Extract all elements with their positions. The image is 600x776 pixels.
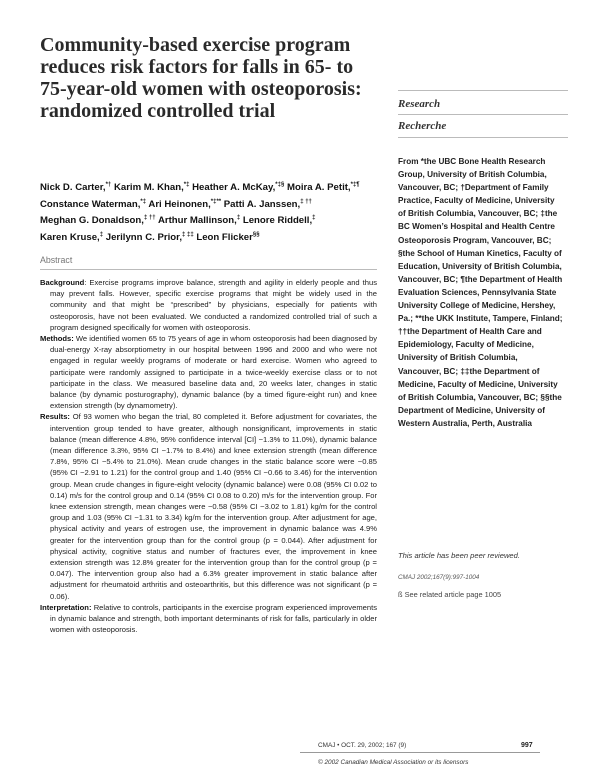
author-affiliation-marks: ‡ †† (143, 215, 156, 221)
author-name: Arthur Mallinson,‡ (157, 215, 241, 226)
author-affiliation-marks: ‡ (312, 215, 316, 221)
results-text: Of 93 women who began the trial, 80 completed it. Before adjustment for covariates, the intervention group tended to have greater, although nonsignificant, improvements in static balance (mean difference 4.8%, 95% confidence interval [CI] −1.3% to 11.0%), dynamic balance (mean difference 3.3%, 95% CI −1.7% to 8.4%) and knee extension strength (mean difference 7.8%, 95% CI −5.4% to 21.0%). Mean crude changes in the static balance score were −0.85 (95% CI −2.91 to 1.21) for the control group and 1.40 (95% CI −0.66 to 3.46) for the intervention group. Mean crude changes in figure-eight velocity (dynamic balance) were 0.08 (95% CI 0.02 to 0.14) m/s for the control group and 0.14 (95% CI 0.08 to 0.20) m/s for the intervention group. For knee extension strength, mean changes were −0.58 (95% CI −3.02 to 1.81) kg/m for the control group and 1.03 (95% CI −1.31 to 3.34) kg/m for the intervention group. After adjustment for age, physical activity and years of estrogen use, the improvement in dynamic balance was 4.9% greater for the intervention group than for the control group (p = 0.044). After adjustment for physical activity, cognitive status and number of fractures ever, the improvement in knee extension strength was 12.8% greater for the intervention group than for the control group (p = 0.047). The intervention group also had a 6.3% greater improvement in static balance after adjustment for rheumatoid arthritis and osteoarthritis, but this difference was not significant (p = 0.06). (50, 412, 377, 601)
interpretation-text: Relative to controls, participants in the exercise program experienced improvements in dynamic balance and strength, both important determinants of risk for falls, particularly in older women with osteoporosis. (50, 602, 377, 635)
author-affiliation-marks: ‡ (236, 215, 241, 221)
author-affiliation-marks: *‡§ (275, 182, 285, 188)
author-affiliation-marks: *‡ (140, 198, 147, 205)
copyright-line: © 2002 Canadian Medical Association or its licensors (318, 759, 469, 766)
author-affiliation-marks: *† (105, 182, 112, 188)
author-affiliation-marks: ‡ (99, 231, 104, 238)
sidebar-middle-rule (398, 114, 568, 115)
abstract-methods (40, 333, 377, 411)
footer-rule (300, 752, 540, 753)
author-name: Jerilynn C. Prior,‡ ‡‡ (105, 231, 194, 243)
background-heading: Background (40, 278, 85, 287)
author-name: Leon Flicker§§ (196, 231, 260, 243)
sidebar-top-rule (398, 90, 568, 91)
page-number: 997 (521, 742, 533, 749)
background-text: : Exercise programs improve balance, strength and agility in elderly people and thus may prevent falls. However, specific exercise programs that might be widely used in the community and that might be “prescribed” by physicians, especially for patients with osteoporosis, have not been evaluated. We conducted a randomized controlled trial of such a program designed specifically for women with osteoporosis. (50, 278, 377, 332)
section-label-recherche: Recherche (398, 120, 447, 132)
author-affiliation-marks: *‡** (210, 198, 222, 205)
author-name: Moira A. Petit,*‡¶ (286, 182, 360, 193)
related-article-link[interactable]: ß See related article page 1005 (398, 590, 502, 599)
results-heading: Results: (40, 412, 70, 422)
author-name: Karim M. Khan,*‡ (113, 182, 190, 193)
author-affiliation-marks: *‡¶ (350, 182, 360, 188)
author-name: Meghan G. Donaldson,‡ †† (40, 215, 156, 226)
author-name: Lenore Riddell,‡ (242, 215, 316, 226)
author-name: Karen Kruse,‡ (40, 231, 104, 243)
journal-citation-sidebar: CMAJ 2002;167(9):997-1004 (398, 574, 480, 581)
author-name: Nick D. Carter,*† (40, 182, 112, 193)
abstract-label: Abstract (40, 255, 73, 265)
abstract-background (40, 277, 377, 333)
author-affiliation-marks: ‡ †† (300, 198, 312, 205)
sidebar-bottom-rule (398, 137, 568, 138)
article-title: Community-based exercise program reduces risk factors for falls in 65- to 75-year-old women with osteoporosis: randomized controlled trial (40, 34, 362, 122)
author-name: Constance Waterman,*‡ (40, 198, 147, 210)
peer-review-note: This article has been peer reviewed. (398, 551, 520, 560)
section-label-research: Research (398, 98, 441, 110)
footer-journal-citation: CMAJ • OCT. 29, 2002; 167 (9) (318, 742, 407, 749)
abstract-results (40, 411, 377, 601)
author-name: Patti A. Janssen,‡ †† (223, 198, 312, 210)
abstract-divider (40, 269, 377, 270)
author-list (40, 180, 376, 246)
author-name: Heather A. McKay,*‡§ (192, 182, 285, 193)
author-affiliation-marks: ‡ ‡‡ (181, 231, 194, 238)
methods-text: We identified women 65 to 75 years of age in whom osteoporosis had been diagnosed by dual-energy X-ray absorptiometry in our hospital between 1996 and 2000 and who were not engaged in regular weekly programs of moderate or hard exercise. Women who agreed to participate were randomly assigned to participate in a twice-weekly exercise class or to not participate in the class. We measured baseline data and, 20 weeks later, changes in static balance (by dynamic posturography), dynamic balance (by a timed figure-eight run) and knee extension strength (by dynamometry). (50, 334, 377, 411)
author-affiliations: From *the UBC Bone Health Research Group, University of British Columbia, Vancouver, BC; †Department of Family Practice, Faculty of Medicine, University of British Columbia, Vancouver, BC; ‡the BC Women’s Hospital and Health Centre Osteoporosis Program, Vancouver, BC; §the School of Human Kinetics, Faculty of Education, University of British Columbia, Vancouver, BC; ¶the Department of Health Evaluation Sciences, Pennsylvania State University College of Medicine, Hershey, Pa.; **the UKK Institute, Tampere, Finland; ††the Department of Health Care and Epidemiology, Faculty of Medicine, University of British Columbia, Vancouver, BC; ‡‡the Department of Medicine, Faculty of Medicine, University of British Columbia, Vancouver, BC; §§the Department of Medicine, University of Western Australia, Perth, Australia (398, 157, 563, 428)
abstract-interpretation (40, 602, 377, 636)
author-affiliation-marks: *‡ (183, 182, 190, 188)
interpretation-heading: Interpretation: (40, 602, 92, 612)
author-name: Ari Heinonen,*‡** (148, 198, 222, 210)
methods-heading: Methods: (40, 334, 74, 344)
author-affiliation-marks: §§ (252, 231, 260, 238)
abstract-body (40, 277, 377, 636)
